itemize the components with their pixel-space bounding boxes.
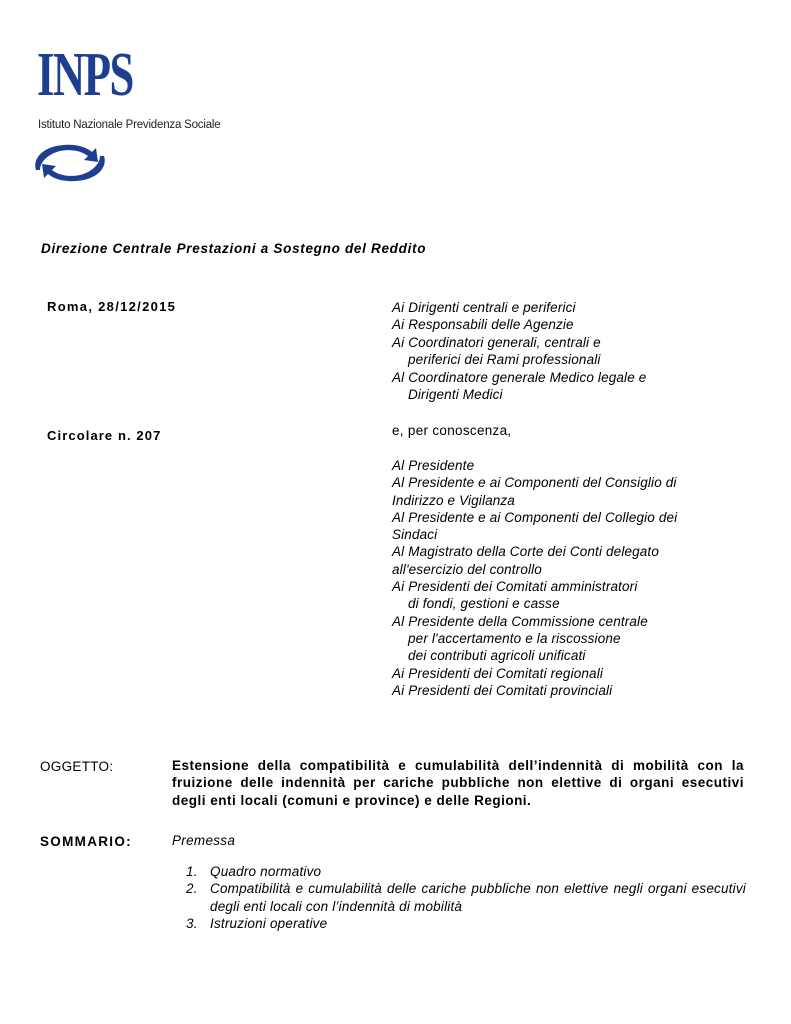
recipient-line: Al Presidente della Commissione centrale (392, 613, 648, 629)
recipient-line: Ai Coordinatori generali, centrali e (392, 334, 601, 350)
logo-subtitle: Istituto Nazionale Previdenza Sociale (38, 119, 221, 131)
inps-arrows-logo-icon (30, 140, 110, 186)
sommario-item-text: Istruzioni operative (210, 916, 328, 932)
recipient-line: Al Presidente e ai Componenti del Collegio dei (392, 509, 678, 525)
sommario-item (186, 915, 746, 932)
recipient-line: Sindaci (392, 527, 438, 543)
recipients-primary (392, 299, 762, 403)
recipient-line: Al Coordinatore generale Medico legale e (392, 369, 647, 385)
sommario-item (186, 880, 746, 915)
recipients-secondary (392, 457, 762, 699)
recipient-line: dei contributi agricoli unificati (408, 648, 586, 664)
recipient-line: Ai Presidenti dei Comitati provinciali (392, 682, 613, 698)
sommario-premessa: Premessa (172, 833, 236, 848)
sommario-item-number: 3. (186, 916, 198, 932)
recipient-line: di fondi, gestioni e casse (408, 596, 560, 612)
sommario-item (186, 863, 746, 880)
recipient-line: per l'accertamento e la riscossione (408, 630, 621, 646)
per-conoscenza-label: e, per conoscenza, (392, 423, 512, 438)
oggetto-label: OGGETTO: (40, 759, 114, 774)
recipient-line: all'esercizio del controllo (392, 561, 542, 577)
sommario-list (186, 863, 746, 933)
recipient-line: Al Magistrato della Corte dei Conti delegato (392, 544, 659, 560)
direzione-heading: Direzione Centrale Prestazioni a Sostegno del Reddito (41, 241, 427, 256)
recipient-line: Al Presidente (392, 458, 475, 473)
sommario-item-number: 1. (186, 864, 198, 879)
recipient-line: Ai Presidenti dei Comitati regionali (392, 665, 603, 681)
recipient-line: Ai Dirigenti centrali e periferici (392, 300, 576, 315)
recipient-line: Dirigenti Medici (408, 387, 503, 403)
inps-logo-wordmark: INPS (37, 41, 133, 109)
oggetto-text: Estensione della compatibilità e cumulabilità dell’indennità di mobilità con la fruizione delle indennità per cariche pubbliche non elettive di organi esecutivi degli enti locali (comuni e province) e delle Regioni. (172, 758, 744, 808)
recipient-line: Indirizzo e Vigilanza (392, 492, 515, 508)
sommario-item-number: 2. (186, 881, 198, 897)
sommario-label: SOMMARIO: (40, 834, 132, 849)
sommario-item-text: Compatibilità e cumulabilità delle cariche pubbliche non elettive negli organi esecutivi degli enti locali con l’indennità di mobilità (210, 881, 746, 914)
recipient-line: Al Presidente e ai Componenti del Consiglio di (392, 475, 677, 491)
document-date: Roma, 28/12/2015 (47, 299, 177, 314)
recipient-line: Ai Responsabili delle Agenzie (392, 317, 574, 333)
sommario-item-text: Quadro normativo (210, 864, 322, 879)
recipient-line: periferici dei Rami professionali (408, 352, 601, 368)
circolare-number: Circolare n. 207 (47, 428, 162, 443)
recipient-line: Ai Presidenti dei Comitati amministratori (392, 579, 638, 595)
